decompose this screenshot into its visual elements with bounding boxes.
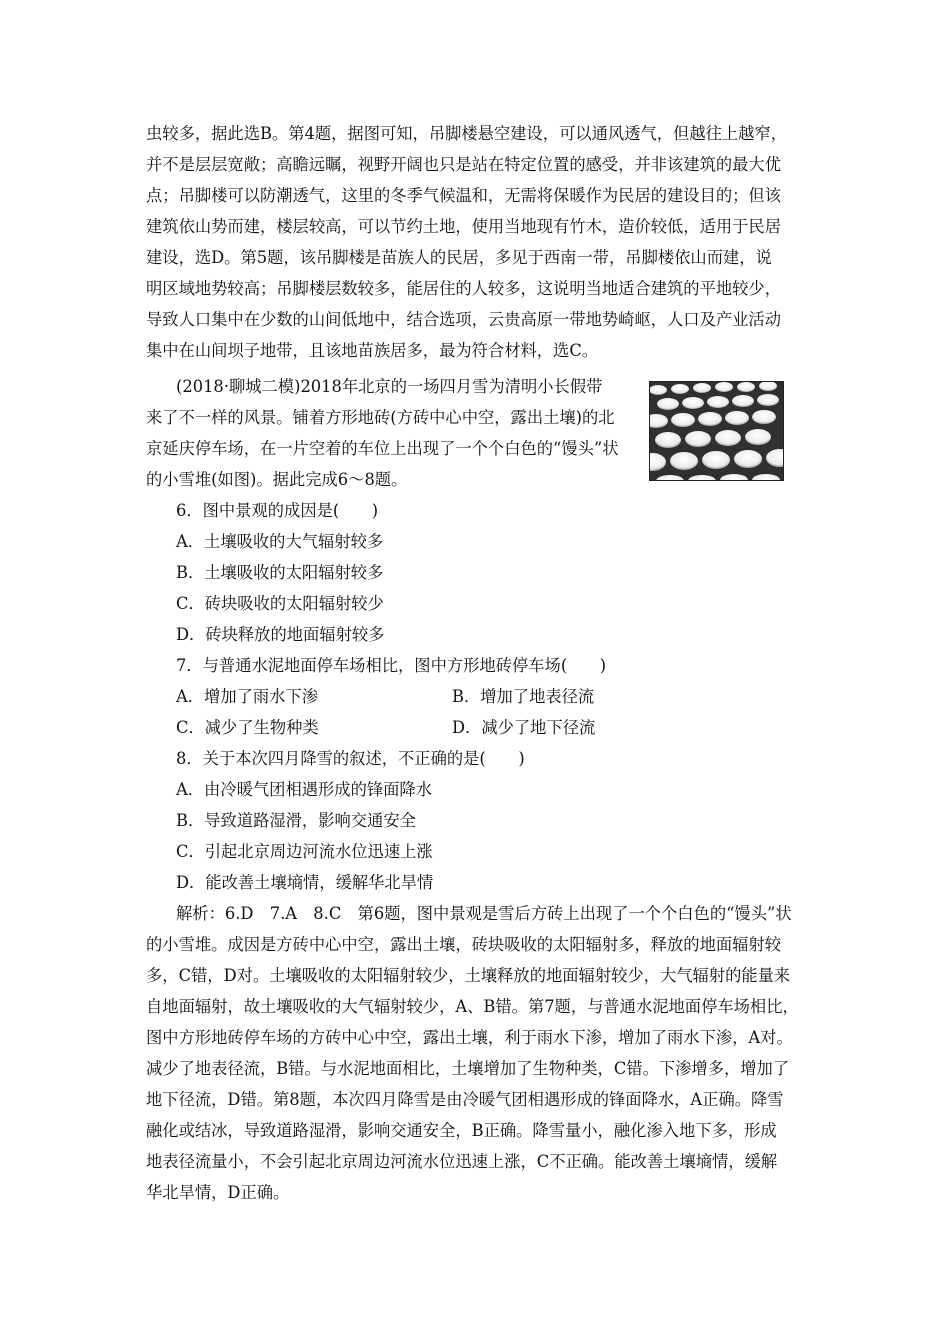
question-7-option-b: B．增加了地表径流 <box>452 687 595 706</box>
question-8-option-a: A．由冷暖气团相遇形成的锋面降水 <box>176 780 432 799</box>
analysis-line: 多，C错，D对。土壤吸收的太阳辐射较少，土壤释放的地面辐射较少，大气辐射的能量来 <box>146 966 791 985</box>
intro-line: 的小雪堆(如图)。据此完成6～8题。 <box>146 470 408 489</box>
intro-line: 来了不一样的风景。铺着方形地砖(方砖中心中空，露出土壤)的北 <box>146 408 615 427</box>
snow-parking-photo <box>649 381 784 481</box>
analysis-line: 图中方形地砖停车场的方砖中心中空，露出土壤，利于雨水下渗，增加了雨水下渗，A对。 <box>146 1028 793 1047</box>
text-line: 建筑依山势而建，楼层较高，可以节约土地，使用当地现有竹木，造价较低，适用于民居 <box>146 217 781 236</box>
text-line: 导致人口集中在少数的山间低地中，结合选项，云贵高原一带地势崎岖，人口及产业活动 <box>146 310 781 329</box>
question-6-option-b: B．土壤吸收的太阳辐射较多 <box>176 563 384 582</box>
question-6-stem: 6．图中景观的成因是( ) <box>176 501 379 520</box>
question-6-option-a: A．土壤吸收的大气辐射较多 <box>176 532 384 551</box>
text-line: 集中在山间坝子地带，且该地苗族居多，最为符合材料，选C。 <box>146 341 599 360</box>
text-line: 点；吊脚楼可以防潮透气，这里的冬季气候温和，无需将保暖作为民居的建设目的；但该 <box>146 186 781 205</box>
analysis-line: 华北旱情，D正确。 <box>146 1183 290 1202</box>
question-7-option-c: C．减少了生物种类 <box>176 718 319 737</box>
question-7-option-a: A．增加了雨水下渗 <box>176 687 319 706</box>
analysis-line: 的小雪堆。成因是方砖中心中空，露出土壤，砖块吸收的太阳辐射多，释放的地面辐射较 <box>146 935 781 954</box>
text-line: 明区域地势较高；吊脚楼层数较多，能居住的人较多，这说明当地适合建筑的平地较少， <box>146 279 781 298</box>
question-8-option-c: C．引起北京周边河流水位迅速上涨 <box>176 842 433 861</box>
text-line: 建设，选D。第5题，该吊脚楼是苗族人的民居，多见于西南一带，吊脚楼依山而建，说 <box>146 248 772 267</box>
question-6-option-d: D．砖块释放的地面辐射较多 <box>176 625 385 644</box>
question-7-option-d: D．减少了地下径流 <box>452 718 596 737</box>
analysis-line: 地表径流量小，不会引起北京周边河流水位迅速上涨，C不正确。能改善土壤墒情，缓解 <box>146 1152 778 1171</box>
intro-line: 京延庆停车场，在一片空着的车位上出现了一个个白色的“馒头”状 <box>146 439 619 458</box>
question-8-option-b: B．导致道路湿滑，影响交通安全 <box>176 811 416 830</box>
analysis-line: 减少了地表径流，B错。与水泥地面相比，土壤增加了生物种类，C错。下渗增多，增加了 <box>146 1059 790 1078</box>
text-line: 并不是层层宽敞；高瞻远瞩，视野开阔也只是站在特定位置的感受，并非该建筑的最大优 <box>146 155 781 174</box>
analysis-line: 地下径流，D错。第8题，本次四月降雪是由冷暖气团相遇形成的锋面降水，A正确。降雪 <box>146 1090 784 1109</box>
text-line: 虫较多，据此选B。第4题，据图可知，吊脚楼悬空建设，可以通风透气，但越往上越窄， <box>146 124 788 143</box>
question-7-stem: 7．与普通水泥地面停车场相比，图中方形地砖停车场( ) <box>176 656 607 675</box>
analysis-line: 融化或结冰，导致道路湿滑，影响交通安全，B正确。降雪量小，融化渗入地下多，形成 <box>146 1121 777 1140</box>
snow-mounds-image <box>650 382 783 480</box>
analysis-line: 自地面辐射，故土壤吸收的大气辐射较少，A、B错。第7题，与普通水泥地面停车场相比， <box>146 997 799 1016</box>
question-6-option-c: C．砖块吸收的太阳辐射较少 <box>176 594 384 613</box>
question-8-stem: 8．关于本次四月降雪的叙述，不正确的是( ) <box>176 749 525 768</box>
question-8-option-d: D．能改善土壤墒情，缓解华北旱情 <box>176 873 434 892</box>
analysis-line: 解析：6.D 7.A 8.C 第6题，图中景观是雪后方砖上出现了一个个白色的“馒头”状 <box>176 904 792 923</box>
intro-line: (2018·聊城二模)2018年北京的一场四月雪为清明小长假带 <box>176 377 603 396</box>
